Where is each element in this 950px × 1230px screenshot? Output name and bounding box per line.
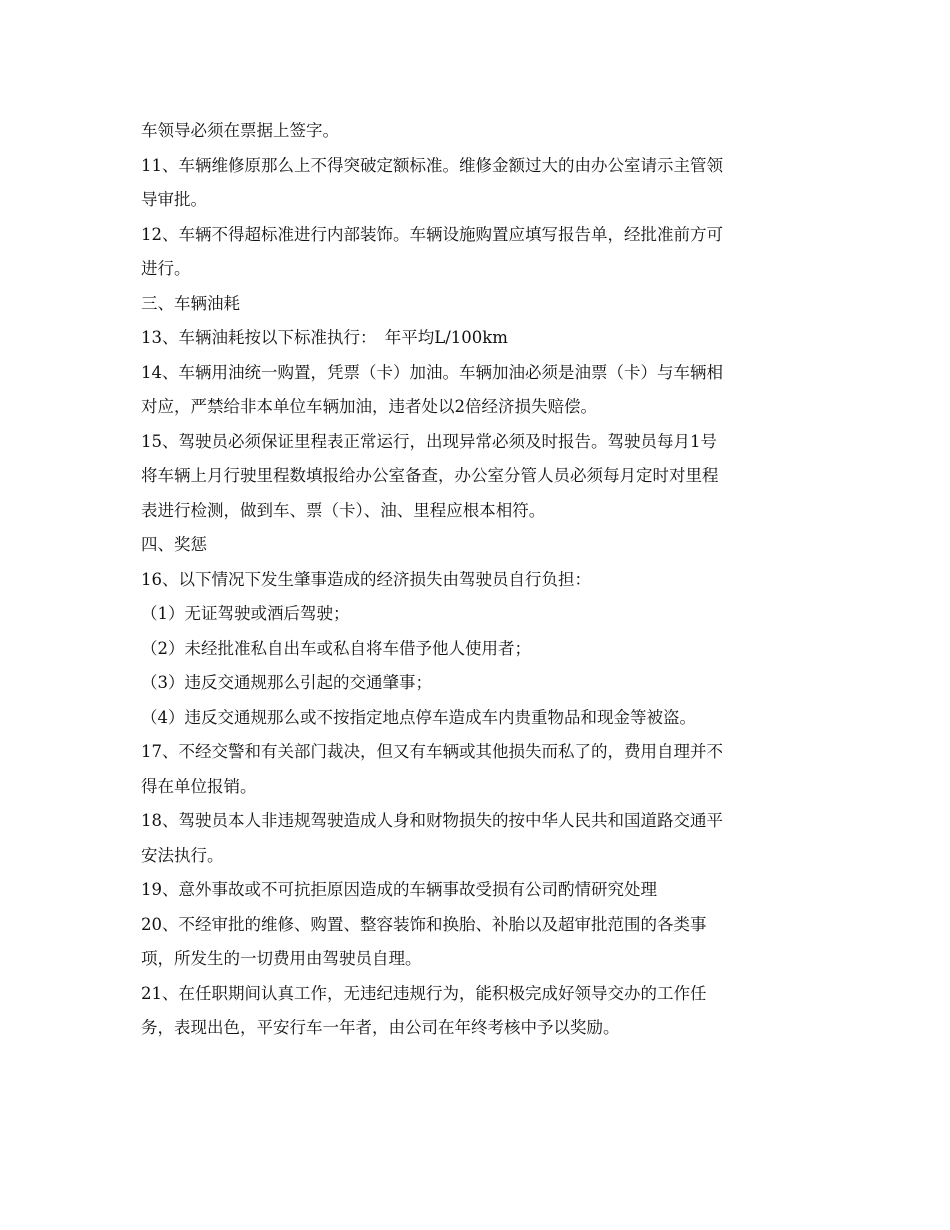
text-line: 16、以下情况下发生肇事造成的经济损失由驾驶员自行负担：: [141, 569, 591, 589]
section-heading: 三、车辆油耗: [141, 293, 240, 313]
text-line: 车领导必须在票据上签字。: [141, 121, 339, 140]
text-line: 安法执行。: [141, 845, 224, 865]
text-line: 13、车辆油耗按以下标准执行： 年平均L/100km: [141, 328, 508, 347]
list-item: （3）违反交通规那么引起的交通肇事；: [141, 673, 432, 692]
list-item: （4）违反交通规那么或不按指定地点停车造成车内贵重物品和现金等被盗。: [141, 707, 696, 727]
text-line: 导审批。: [141, 190, 207, 209]
text-line: 项，所发生的一切费用由驾驶员自理。: [141, 949, 422, 968]
text-line: 12、车辆不得超标准进行内部装饰。车辆设施购置应填写报告单，经批准前方可: [141, 224, 723, 244]
text-line: 11、车辆维修原那么上不得突破定额标准。维修金额过大的由办公室请示主管领: [141, 155, 723, 175]
text-line: 15、驾驶员必须保证里程表正常运行，出现异常必须及时报告。驾驶员每月1号: [141, 431, 717, 451]
list-item: （2）未经批准私自出车或私自将车借予他人使用者；: [141, 638, 531, 658]
text-line: 进行。: [141, 259, 191, 278]
list-item: （1）无证驾驶或酒后驾驶；: [141, 604, 350, 623]
text-line: 对应，严禁给非本单位车辆加油，违者处以2倍经济损失赔偿。: [141, 397, 597, 416]
text-line: 21、在任职期间认真工作，无违纪违规行为，能积极完成好领导交办的工作任: [141, 983, 707, 1003]
section-heading: 四、奖惩: [141, 535, 207, 554]
text-line: 19、意外事故或不可抗拒原因造成的车辆事故受损有公司酌情研究处理: [141, 880, 657, 899]
text-line: 20、不经审批的维修、购置、整容装饰和换胎、补胎以及超审批范围的各类事: [141, 914, 707, 934]
text-line: 17、不经交警和有关部门裁决，但又有车辆或其他损失而私了的，费用自理并不: [141, 742, 723, 761]
text-line: 得在单位报销。: [141, 776, 257, 796]
text-line: 表进行检测，做到车、票（卡）、油、里程应根本相符。: [141, 500, 546, 520]
text-line: 务，表现出色，平安行车一年者，由公司在年终考核中予以奖励。: [141, 1018, 620, 1037]
document-body: [141, 114, 811, 1046]
text-line: 将车辆上月行驶里程数填报给办公室备查，办公室分管人员必须每月定时对里程: [141, 466, 719, 485]
text-line: 18、驾驶员本人非违规驾驶造成人身和财物损失的按中华人民共和国道路交通平: [141, 811, 723, 830]
text-line: 14、车辆用油统一购置，凭票（卡）加油。车辆加油必须是油票（卡）与车辆相: [141, 362, 723, 382]
